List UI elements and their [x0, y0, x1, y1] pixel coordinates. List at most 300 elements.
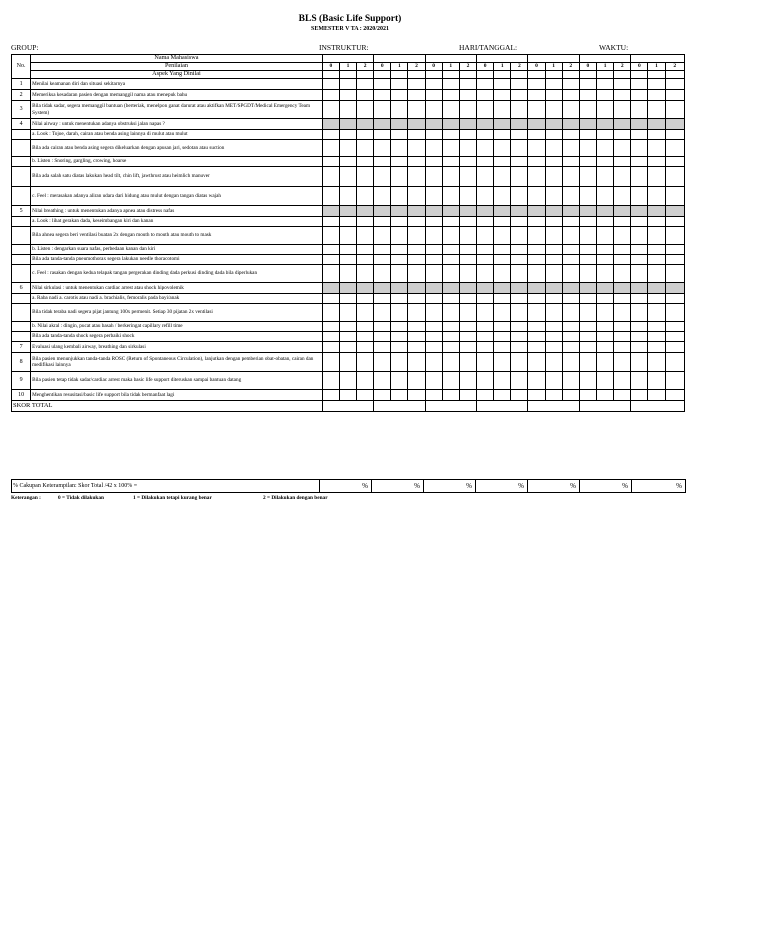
score-cell[interactable]: [425, 342, 442, 353]
score-cell[interactable]: [562, 167, 579, 187]
score-cell[interactable]: [374, 90, 391, 101]
score-cell[interactable]: [425, 390, 442, 401]
score-cell[interactable]: [614, 90, 631, 101]
coverage-pct[interactable]: %: [372, 480, 424, 493]
score-cell[interactable]: [528, 294, 545, 304]
score-cell[interactable]: [494, 119, 511, 130]
score-cell[interactable]: [614, 187, 631, 206]
score-cell[interactable]: [442, 353, 459, 372]
score-cell[interactable]: [391, 217, 408, 227]
score-cell[interactable]: [442, 255, 459, 265]
score-cell[interactable]: [631, 265, 648, 283]
score-cell[interactable]: [511, 187, 528, 206]
score-cell[interactable]: [614, 255, 631, 265]
score-cell[interactable]: [597, 101, 614, 119]
score-cell[interactable]: [648, 283, 665, 294]
score-cell[interactable]: [614, 245, 631, 255]
score-cell[interactable]: [631, 283, 648, 294]
score-cell[interactable]: [528, 227, 545, 245]
score-cell[interactable]: [579, 353, 596, 372]
score-cell[interactable]: [614, 304, 631, 322]
student-name-cell[interactable]: [374, 55, 425, 63]
score-cell[interactable]: [442, 119, 459, 130]
score-cell[interactable]: [511, 119, 528, 130]
score-cell[interactable]: [477, 101, 494, 119]
score-cell[interactable]: [631, 119, 648, 130]
score-cell[interactable]: [477, 283, 494, 294]
score-cell[interactable]: [322, 130, 339, 140]
score-cell[interactable]: [357, 353, 374, 372]
score-cell[interactable]: [408, 332, 425, 342]
score-cell[interactable]: [494, 140, 511, 157]
skor-total-cell[interactable]: [579, 401, 630, 412]
score-cell[interactable]: [579, 140, 596, 157]
score-cell[interactable]: [425, 206, 442, 217]
score-cell[interactable]: [408, 140, 425, 157]
score-cell[interactable]: [545, 390, 562, 401]
score-cell[interactable]: [322, 245, 339, 255]
score-cell[interactable]: [511, 206, 528, 217]
score-cell[interactable]: [339, 157, 356, 167]
score-cell[interactable]: [631, 101, 648, 119]
score-cell[interactable]: [494, 390, 511, 401]
score-cell[interactable]: [322, 265, 339, 283]
score-cell[interactable]: [425, 294, 442, 304]
score-cell[interactable]: [391, 304, 408, 322]
score-cell[interactable]: [374, 140, 391, 157]
score-cell[interactable]: [391, 294, 408, 304]
score-cell[interactable]: [494, 304, 511, 322]
score-cell[interactable]: [579, 265, 596, 283]
score-cell[interactable]: [425, 187, 442, 206]
score-cell[interactable]: [528, 372, 545, 390]
score-cell[interactable]: [391, 255, 408, 265]
score-cell[interactable]: [665, 130, 684, 140]
score-cell[interactable]: [579, 294, 596, 304]
score-cell[interactable]: [597, 353, 614, 372]
score-cell[interactable]: [339, 227, 356, 245]
score-cell[interactable]: [339, 79, 356, 90]
score-cell[interactable]: [425, 322, 442, 332]
score-cell[interactable]: [459, 119, 476, 130]
score-cell[interactable]: [357, 294, 374, 304]
score-cell[interactable]: [579, 304, 596, 322]
score-cell[interactable]: [477, 187, 494, 206]
score-cell[interactable]: [374, 322, 391, 332]
score-cell[interactable]: [597, 157, 614, 167]
score-cell[interactable]: [339, 187, 356, 206]
score-cell[interactable]: [665, 206, 684, 217]
score-cell[interactable]: [665, 101, 684, 119]
score-cell[interactable]: [545, 265, 562, 283]
score-cell[interactable]: [391, 157, 408, 167]
score-cell[interactable]: [374, 79, 391, 90]
score-cell[interactable]: [374, 265, 391, 283]
score-cell[interactable]: [528, 79, 545, 90]
score-cell[interactable]: [631, 187, 648, 206]
score-cell[interactable]: [357, 217, 374, 227]
score-cell[interactable]: [579, 167, 596, 187]
score-cell[interactable]: [545, 372, 562, 390]
score-cell[interactable]: [477, 217, 494, 227]
score-cell[interactable]: [579, 119, 596, 130]
score-cell[interactable]: [631, 390, 648, 401]
score-cell[interactable]: [562, 322, 579, 332]
score-cell[interactable]: [477, 157, 494, 167]
score-cell[interactable]: [357, 157, 374, 167]
score-cell[interactable]: [459, 206, 476, 217]
score-cell[interactable]: [545, 245, 562, 255]
score-cell[interactable]: [511, 294, 528, 304]
score-cell[interactable]: [494, 255, 511, 265]
coverage-pct[interactable]: %: [476, 480, 528, 493]
score-cell[interactable]: [562, 372, 579, 390]
score-cell[interactable]: [562, 101, 579, 119]
score-cell[interactable]: [648, 119, 665, 130]
score-cell[interactable]: [322, 217, 339, 227]
score-cell[interactable]: [391, 227, 408, 245]
score-cell[interactable]: [477, 353, 494, 372]
score-cell[interactable]: [322, 101, 339, 119]
score-cell[interactable]: [408, 342, 425, 353]
score-cell[interactable]: [614, 265, 631, 283]
score-cell[interactable]: [391, 245, 408, 255]
coverage-pct[interactable]: %: [424, 480, 476, 493]
score-cell[interactable]: [357, 79, 374, 90]
score-cell[interactable]: [459, 217, 476, 227]
score-cell[interactable]: [494, 322, 511, 332]
score-cell[interactable]: [648, 130, 665, 140]
score-cell[interactable]: [528, 119, 545, 130]
score-cell[interactable]: [648, 372, 665, 390]
student-name-cell[interactable]: [631, 55, 685, 63]
score-cell[interactable]: [665, 332, 684, 342]
score-cell[interactable]: [511, 101, 528, 119]
score-cell[interactable]: [322, 140, 339, 157]
score-cell[interactable]: [408, 245, 425, 255]
score-cell[interactable]: [339, 304, 356, 322]
score-cell[interactable]: [665, 119, 684, 130]
score-cell[interactable]: [511, 245, 528, 255]
score-cell[interactable]: [614, 79, 631, 90]
score-cell[interactable]: [374, 245, 391, 255]
score-cell[interactable]: [631, 322, 648, 332]
score-cell[interactable]: [339, 332, 356, 342]
score-cell[interactable]: [579, 217, 596, 227]
score-cell[interactable]: [357, 390, 374, 401]
score-cell[interactable]: [425, 255, 442, 265]
score-cell[interactable]: [339, 90, 356, 101]
score-cell[interactable]: [459, 187, 476, 206]
score-cell[interactable]: [562, 90, 579, 101]
score-cell[interactable]: [545, 342, 562, 353]
score-cell[interactable]: [459, 130, 476, 140]
score-cell[interactable]: [391, 342, 408, 353]
score-cell[interactable]: [614, 332, 631, 342]
score-cell[interactable]: [614, 130, 631, 140]
score-cell[interactable]: [614, 217, 631, 227]
score-cell[interactable]: [631, 217, 648, 227]
score-cell[interactable]: [511, 332, 528, 342]
score-cell[interactable]: [391, 90, 408, 101]
score-cell[interactable]: [374, 157, 391, 167]
score-cell[interactable]: [477, 372, 494, 390]
score-cell[interactable]: [528, 304, 545, 322]
score-cell[interactable]: [597, 140, 614, 157]
score-cell[interactable]: [511, 304, 528, 322]
score-cell[interactable]: [528, 353, 545, 372]
score-cell[interactable]: [494, 283, 511, 294]
score-cell[interactable]: [579, 79, 596, 90]
score-cell[interactable]: [339, 206, 356, 217]
score-cell[interactable]: [648, 342, 665, 353]
score-cell[interactable]: [477, 245, 494, 255]
score-cell[interactable]: [322, 342, 339, 353]
score-cell[interactable]: [442, 101, 459, 119]
score-cell[interactable]: [374, 255, 391, 265]
score-cell[interactable]: [339, 217, 356, 227]
score-cell[interactable]: [631, 342, 648, 353]
score-cell[interactable]: [477, 130, 494, 140]
score-cell[interactable]: [425, 217, 442, 227]
score-cell[interactable]: [665, 265, 684, 283]
score-cell[interactable]: [562, 353, 579, 372]
score-cell[interactable]: [648, 157, 665, 167]
score-cell[interactable]: [391, 187, 408, 206]
score-cell[interactable]: [357, 227, 374, 245]
score-cell[interactable]: [322, 157, 339, 167]
score-cell[interactable]: [562, 283, 579, 294]
score-cell[interactable]: [579, 227, 596, 245]
score-cell[interactable]: [665, 390, 684, 401]
score-cell[interactable]: [339, 130, 356, 140]
score-cell[interactable]: [665, 255, 684, 265]
score-cell[interactable]: [357, 119, 374, 130]
score-cell[interactable]: [425, 101, 442, 119]
score-cell[interactable]: [425, 332, 442, 342]
student-name-cell[interactable]: [477, 55, 528, 63]
score-cell[interactable]: [322, 390, 339, 401]
score-cell[interactable]: [597, 255, 614, 265]
score-cell[interactable]: [459, 140, 476, 157]
score-cell[interactable]: [494, 167, 511, 187]
score-cell[interactable]: [459, 265, 476, 283]
score-cell[interactable]: [528, 332, 545, 342]
score-cell[interactable]: [494, 217, 511, 227]
score-cell[interactable]: [665, 283, 684, 294]
score-cell[interactable]: [528, 322, 545, 332]
score-cell[interactable]: [511, 283, 528, 294]
score-cell[interactable]: [528, 255, 545, 265]
score-cell[interactable]: [322, 187, 339, 206]
score-cell[interactable]: [528, 157, 545, 167]
skor-total-cell[interactable]: [477, 401, 528, 412]
score-cell[interactable]: [442, 227, 459, 245]
score-cell[interactable]: [614, 227, 631, 245]
score-cell[interactable]: [545, 227, 562, 245]
score-cell[interactable]: [477, 342, 494, 353]
score-cell[interactable]: [459, 294, 476, 304]
score-cell[interactable]: [494, 101, 511, 119]
score-cell[interactable]: [477, 255, 494, 265]
score-cell[interactable]: [322, 294, 339, 304]
score-cell[interactable]: [545, 304, 562, 322]
score-cell[interactable]: [391, 101, 408, 119]
score-cell[interactable]: [597, 390, 614, 401]
score-cell[interactable]: [425, 245, 442, 255]
student-name-cell[interactable]: [322, 55, 373, 63]
score-cell[interactable]: [459, 157, 476, 167]
score-cell[interactable]: [597, 265, 614, 283]
score-cell[interactable]: [648, 140, 665, 157]
score-cell[interactable]: [425, 119, 442, 130]
score-cell[interactable]: [408, 255, 425, 265]
student-name-cell[interactable]: [425, 55, 476, 63]
score-cell[interactable]: [357, 167, 374, 187]
score-cell[interactable]: [442, 390, 459, 401]
score-cell[interactable]: [322, 227, 339, 245]
score-cell[interactable]: [494, 372, 511, 390]
score-cell[interactable]: [477, 167, 494, 187]
score-cell[interactable]: [614, 342, 631, 353]
score-cell[interactable]: [665, 353, 684, 372]
score-cell[interactable]: [597, 372, 614, 390]
skor-total-cell[interactable]: [374, 401, 425, 412]
score-cell[interactable]: [477, 294, 494, 304]
score-cell[interactable]: [322, 304, 339, 322]
score-cell[interactable]: [442, 167, 459, 187]
score-cell[interactable]: [631, 332, 648, 342]
score-cell[interactable]: [408, 294, 425, 304]
score-cell[interactable]: [391, 130, 408, 140]
score-cell[interactable]: [494, 332, 511, 342]
score-cell[interactable]: [339, 101, 356, 119]
score-cell[interactable]: [648, 187, 665, 206]
score-cell[interactable]: [408, 90, 425, 101]
score-cell[interactable]: [442, 245, 459, 255]
score-cell[interactable]: [425, 353, 442, 372]
score-cell[interactable]: [374, 227, 391, 245]
score-cell[interactable]: [357, 255, 374, 265]
score-cell[interactable]: [665, 372, 684, 390]
score-cell[interactable]: [579, 332, 596, 342]
score-cell[interactable]: [425, 90, 442, 101]
score-cell[interactable]: [614, 119, 631, 130]
score-cell[interactable]: [511, 217, 528, 227]
score-cell[interactable]: [528, 187, 545, 206]
score-cell[interactable]: [545, 255, 562, 265]
score-cell[interactable]: [459, 332, 476, 342]
score-cell[interactable]: [374, 390, 391, 401]
coverage-pct[interactable]: %: [632, 480, 686, 493]
score-cell[interactable]: [425, 157, 442, 167]
score-cell[interactable]: [494, 342, 511, 353]
score-cell[interactable]: [442, 372, 459, 390]
score-cell[interactable]: [562, 187, 579, 206]
score-cell[interactable]: [357, 322, 374, 332]
score-cell[interactable]: [442, 294, 459, 304]
score-cell[interactable]: [425, 167, 442, 187]
score-cell[interactable]: [648, 79, 665, 90]
score-cell[interactable]: [528, 265, 545, 283]
score-cell[interactable]: [665, 140, 684, 157]
score-cell[interactable]: [442, 206, 459, 217]
score-cell[interactable]: [477, 304, 494, 322]
score-cell[interactable]: [562, 157, 579, 167]
score-cell[interactable]: [648, 353, 665, 372]
score-cell[interactable]: [562, 265, 579, 283]
score-cell[interactable]: [322, 255, 339, 265]
score-cell[interactable]: [357, 342, 374, 353]
score-cell[interactable]: [391, 140, 408, 157]
score-cell[interactable]: [442, 304, 459, 322]
score-cell[interactable]: [459, 304, 476, 322]
score-cell[interactable]: [459, 372, 476, 390]
score-cell[interactable]: [648, 255, 665, 265]
score-cell[interactable]: [425, 265, 442, 283]
score-cell[interactable]: [579, 101, 596, 119]
score-cell[interactable]: [648, 90, 665, 101]
score-cell[interactable]: [408, 206, 425, 217]
score-cell[interactable]: [357, 265, 374, 283]
score-cell[interactable]: [408, 227, 425, 245]
score-cell[interactable]: [579, 157, 596, 167]
score-cell[interactable]: [511, 353, 528, 372]
score-cell[interactable]: [545, 90, 562, 101]
score-cell[interactable]: [459, 101, 476, 119]
score-cell[interactable]: [477, 90, 494, 101]
score-cell[interactable]: [562, 245, 579, 255]
score-cell[interactable]: [374, 119, 391, 130]
score-cell[interactable]: [408, 353, 425, 372]
score-cell[interactable]: [357, 206, 374, 217]
score-cell[interactable]: [665, 294, 684, 304]
score-cell[interactable]: [631, 130, 648, 140]
score-cell[interactable]: [374, 342, 391, 353]
score-cell[interactable]: [494, 265, 511, 283]
score-cell[interactable]: [374, 167, 391, 187]
score-cell[interactable]: [614, 294, 631, 304]
score-cell[interactable]: [597, 119, 614, 130]
score-cell[interactable]: [357, 101, 374, 119]
score-cell[interactable]: [442, 157, 459, 167]
score-cell[interactable]: [442, 342, 459, 353]
score-cell[interactable]: [631, 245, 648, 255]
score-cell[interactable]: [339, 372, 356, 390]
score-cell[interactable]: [374, 283, 391, 294]
score-cell[interactable]: [511, 322, 528, 332]
score-cell[interactable]: [648, 265, 665, 283]
score-cell[interactable]: [665, 322, 684, 332]
score-cell[interactable]: [614, 353, 631, 372]
score-cell[interactable]: [597, 332, 614, 342]
score-cell[interactable]: [408, 130, 425, 140]
score-cell[interactable]: [374, 372, 391, 390]
score-cell[interactable]: [494, 90, 511, 101]
student-name-cell[interactable]: [579, 55, 630, 63]
score-cell[interactable]: [357, 90, 374, 101]
score-cell[interactable]: [339, 353, 356, 372]
score-cell[interactable]: [408, 390, 425, 401]
skor-total-cell[interactable]: [631, 401, 685, 412]
score-cell[interactable]: [631, 157, 648, 167]
score-cell[interactable]: [597, 167, 614, 187]
score-cell[interactable]: [339, 167, 356, 187]
coverage-pct[interactable]: %: [528, 480, 580, 493]
score-cell[interactable]: [511, 227, 528, 245]
score-cell[interactable]: [511, 372, 528, 390]
score-cell[interactable]: [631, 294, 648, 304]
